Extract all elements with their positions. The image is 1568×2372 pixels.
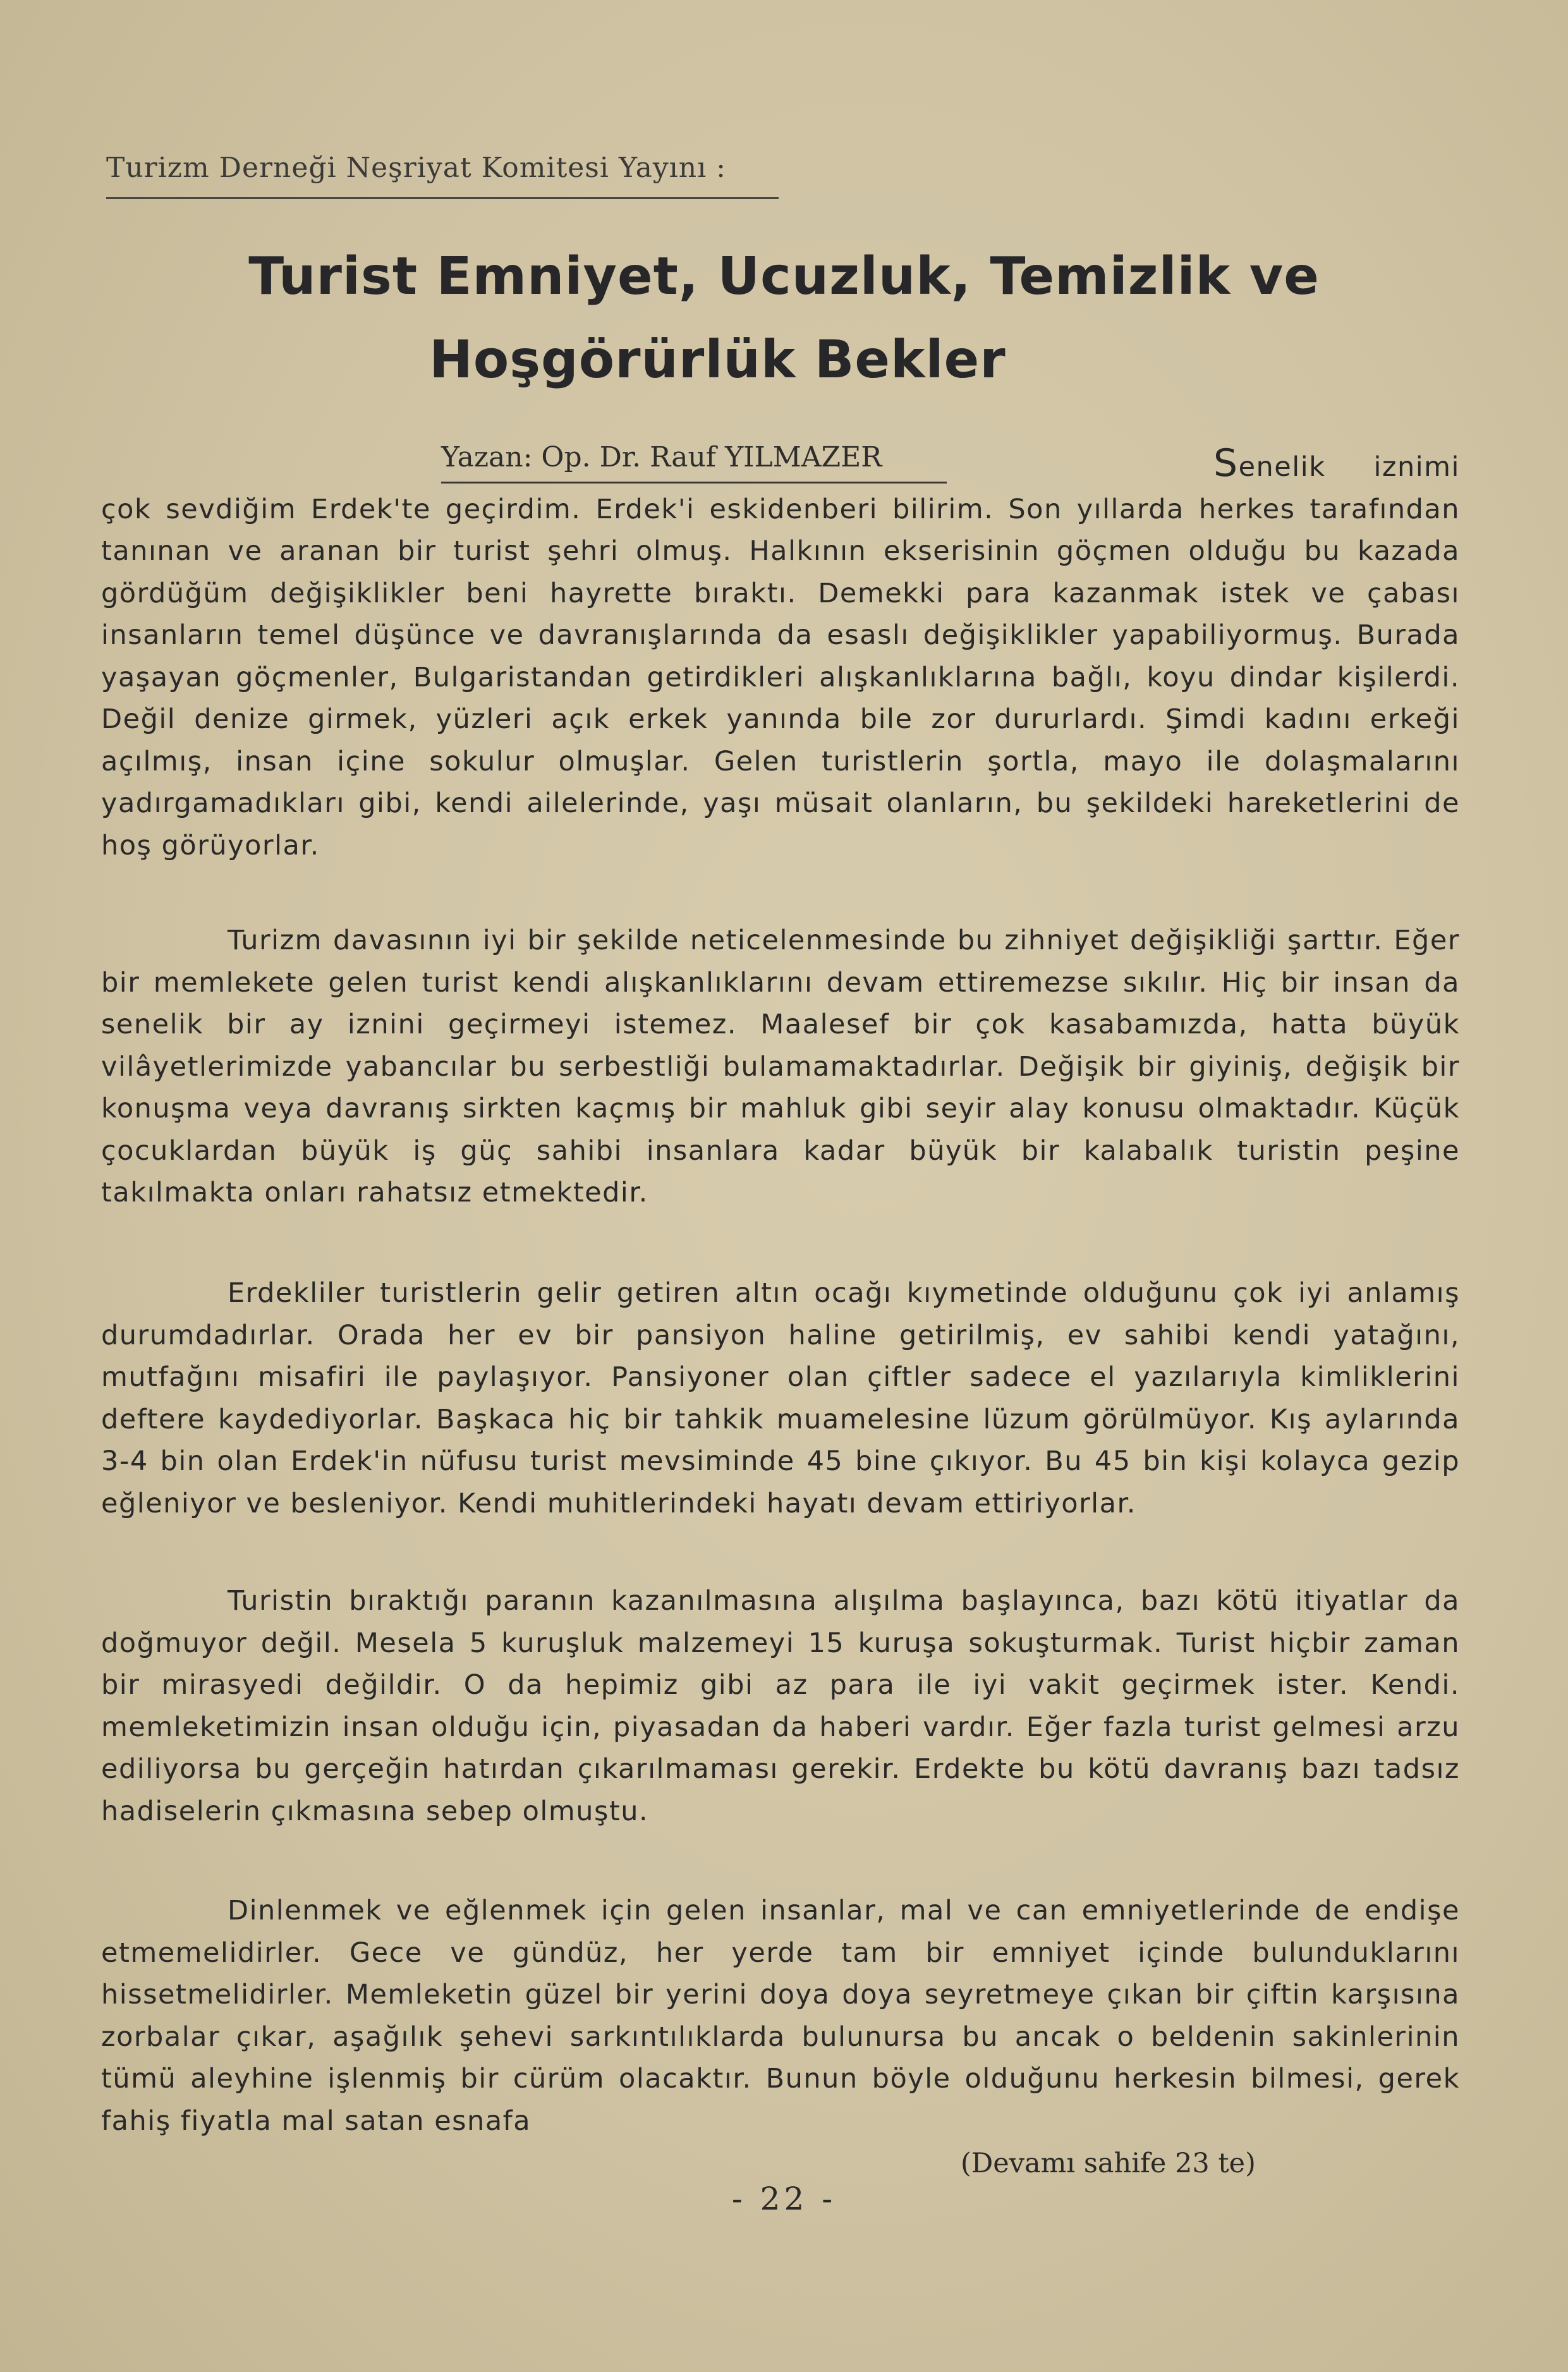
- paragraph-2: Turizm davasının iyi bir şekilde neticelenmesinde bu zihniyet değişikliği şarttır. Eğer bir memlekete gelen turist kendi alışkanlıklarını devam ettiremezse sıkılır. Hiç bir insan da senelik bir ay iznini geçirmeyi istemez. Maalesef bir çok kasabamızda, hatta büyük vilâyetlerimizde yabancılar bu serbestliği bulamamaktadırlar. Değişik bir giyiniş, değişik bir konuşma veya davranış sirkten kaçmış bir mahluk gibi seyir alay konusu olmaktadır. Küçük çocuklardan büyük iş güç sahibi insanlara kadar büyük bir kalabalık turistin peşine takılmakta onları rahatsız etmektedir.: [101, 925, 1460, 1208]
- publisher-header: Turizm Derneği Neşriyat Komitesi Yayını :: [106, 152, 726, 184]
- page-number: - 22 -: [731, 2180, 837, 2217]
- paragraph-1-text: enelik iznimi çok sevdiğim Erdek'te geçirdim. Erdek'i eskidenberi bilirim. Son yıllarda herkes tarafından tanınan ve aranan bir turist şehri olmuş. Halkının ekserisinin göçmen olduğu bu kazada gördüğüm değişiklikler beni hayrette bıraktı. Demekki para kazanmak istek ve çabası insanların temel düşünce ve davranışlarında da esaslı değişiklikler yapabiliyormuş. Burada yaşayan göçmenler, Bulgaristandan getirdikleri alışkanlıklarına bağlı, koyu dindar kişilerdi. Değil denize girmek, yüzleri açık erkek yanında bile zor dururlardı. Şimdi kadını erkeği açılmış, insan içine sokulur olmuşlar. Gelen turistlerin şortla, mayo ile dolaşmalarını yadırgamadıkları gibi, kendi ailelerinde, yaşı müsait olanların, bu şekildeki hareketlerini de hoş görüyorlar.: [101, 451, 1460, 861]
- article-title: [0, 235, 1568, 402]
- continued-note: (Devamı sahife 23 te): [961, 2148, 1256, 2179]
- paragraph-4: Turistin bıraktığı paranın kazanılmasına alışılma başlayınca, bazı kötü itiyatlar da doğmuyor değil. Mesela 5 kuruşluk malzemeyi 15 kuruşa sokuşturmak. Turist hiçbir zaman bir mirasyedi değildir. O da hepimiz gibi az para ile iyi vakit geçirmek ister. Kendi. memleketimizin insan olduğu için, piyasadan da haberi vardır. Eğer fazla turist gelmesi arzu ediliyorsa bu gerçeğin hatırdan çıkarılmaması gerekir. Erdekte bu kötü davranış bazı tadsız hadiselerin çıkmasına sebep olmuştu.: [101, 1585, 1460, 1827]
- byline: Yazan: Op. Dr. Rauf YILMAZER: [441, 441, 882, 473]
- title-line-2: Hoşgörürlük Bekler: [429, 330, 1006, 390]
- header-rule: [106, 197, 779, 199]
- drop-cap: S: [1213, 441, 1239, 485]
- paragraph-1: [101, 442, 1460, 867]
- title-line-1: Turist Emniyet, Ucuzluk, Temizlik ve: [248, 246, 1320, 307]
- paragraph-5: Dinlenmek ve eğlenmek için gelen insanlar, mal ve can emniyetlerinde de endişe etmemelidirler. Gece ve gündüz, her yerde tam bir emniyet içinde bulunduklarını hissetmelidirler. Memleketin güzel bir yerini doya doya seyretmeye çıkan bir çiftin karşısına zorbalar çıkar, aşağılık şehevi sarkıntılıklarda bulunursa bu ancak o beldenin sakinlerinin tümü aleyhine işlenmiş bir cürüm olacaktır. Bunun böyle olduğunu herkesin bilmesi, gerek fahiş fiyatla mal satan esnafa: [101, 1895, 1460, 2137]
- paragraph-3: Erdekliler turistlerin gelir getiren altın ocağı kıymetinde olduğunu çok iyi anlamış durumdadırlar. Orada her ev bir pansiyon haline getirilmiş, ev sahibi kendi yatağını, mutfağını misafiri ile paylaşıyor. Pansiyoner olan çiftler sadece el yazılarıyla kimliklerini deftere kaydediyorlar. Başkaca hiç bir tahkik muamelesine lüzum görülmüyor. Kış aylarında 3-4 bin olan Erdek'in nüfusu turist mevsiminde 45 bine çıkıyor. Bu 45 bin kişi kolayca gezip eğleniyor ve besleniyor. Kendi muhitlerindeki hayatı devam ettiriyorlar.: [101, 1277, 1460, 1519]
